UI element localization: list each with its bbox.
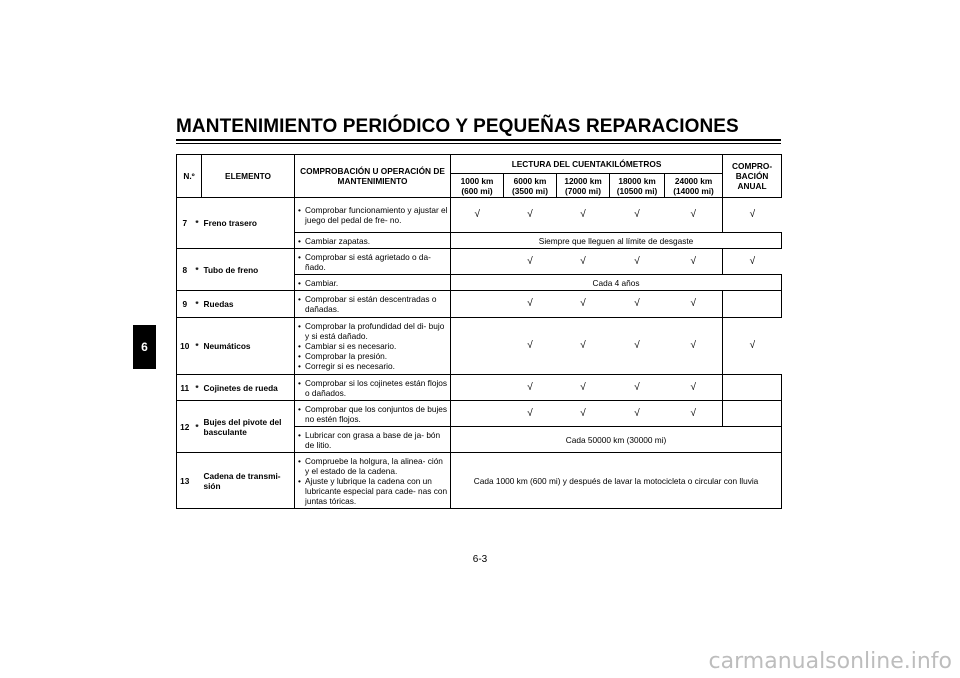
check-mark: √: [723, 249, 782, 275]
check-mark: √: [610, 249, 665, 275]
check-mark: √: [723, 198, 782, 233]
check-mark: √: [557, 401, 610, 427]
row-number: 11: [177, 375, 193, 401]
row-item: Ruedas: [202, 291, 295, 318]
header-item: ELEMENTO: [202, 155, 295, 198]
check-mark: √: [610, 401, 665, 427]
check-mark: √: [665, 198, 723, 233]
row-item: Cadena de transmi- sión: [202, 453, 295, 509]
header-km-4: 18000 km (10500 mi): [610, 174, 665, 198]
row-operation: • Comprobar si está agrietado o da- ñado.: [295, 249, 451, 275]
check-mark: √: [557, 318, 610, 375]
check-mark: √: [665, 375, 723, 401]
check-mark: √: [504, 401, 557, 427]
interval-text: Cada 4 años: [451, 275, 782, 291]
header-odometer: LECTURA DEL CUENTAKILÓMETROS: [451, 155, 723, 174]
check-mark: √: [504, 198, 557, 233]
star-mark: *: [193, 249, 202, 291]
page-title: MANTENIMIENTO PERIÓDICO Y PEQUEÑAS REPARACIONES: [176, 116, 739, 137]
check-mark: √: [557, 198, 610, 233]
section-tab[interactable]: 6: [133, 325, 156, 369]
row-number: 13: [177, 453, 193, 509]
row-operation: • Comprobar si los cojinetes están flojos o dañados.: [295, 375, 451, 401]
star-mark: *: [193, 401, 202, 453]
check-mark: √: [504, 249, 557, 275]
check-mark: √: [504, 291, 557, 318]
row-item: Neumáticos: [202, 318, 295, 375]
check-mark: √: [665, 401, 723, 427]
title-rule: [176, 139, 781, 141]
header-km-2: 6000 km (3500 mi): [504, 174, 557, 198]
table-row: [177, 249, 782, 275]
title-rule-thin: [176, 143, 781, 144]
table-row: [177, 453, 782, 509]
row-operation: • Compruebe la holgura, la alinea- ción y el estado de la cadena. • Ajuste y lubrique la cadena con un lubricante especial para cade- nas con juntas tóricas.: [295, 453, 451, 509]
page-number: 6-3: [472, 554, 488, 565]
row-operation: • Comprobar si están descentradas o dañadas.: [295, 291, 451, 318]
check-mark: √: [610, 318, 665, 375]
table-row: [177, 198, 782, 233]
row-operation: • Comprobar la profundidad del di- bujo y si está dañado. • Cambiar si es necesario. • Comprobar la presión. • Corregir si es necesario.: [295, 318, 451, 375]
row-number: 12: [177, 401, 193, 453]
check-mark: √: [504, 318, 557, 375]
maintenance-table: [176, 154, 782, 509]
header-km-1: 1000 km (600 mi): [451, 174, 504, 198]
row-item: Bujes del pivote del basculante: [202, 401, 295, 453]
check-mark: √: [723, 318, 782, 375]
header-no: N.º: [177, 155, 202, 198]
watermark: carmanualsonline.info: [708, 649, 952, 674]
star-mark: *: [193, 291, 202, 318]
row-operation: • Cambiar.: [295, 275, 451, 291]
check-mark: √: [504, 375, 557, 401]
header-annual: COMPRO- BACIÓN ANUAL: [723, 155, 782, 198]
row-operation: • Lubricar con grasa a base de ja- bón de litio.: [295, 427, 451, 453]
row-operation: • Comprobar funcionamiento y ajustar el juego del pedal de fre- no.: [295, 198, 451, 233]
interval-text: Cada 1000 km (600 mi) y después de lavar la motocicleta o circular con lluvia: [451, 453, 782, 509]
header-km-3: 12000 km (7000 mi): [557, 174, 610, 198]
interval-text: Siempre que lleguen al límite de desgaste: [451, 233, 782, 249]
row-item: Cojinetes de rueda: [202, 375, 295, 401]
interval-text: Cada 50000 km (30000 mi): [451, 427, 782, 453]
star-mark: *: [193, 375, 202, 401]
check-mark: √: [665, 318, 723, 375]
check-mark: √: [665, 291, 723, 318]
table-row: [177, 375, 782, 401]
check-mark: √: [451, 198, 504, 233]
header-check: COMPROBACIÓN U OPERACIÓN DE MANTENIMIENTO: [295, 155, 451, 198]
row-operation: • Cambiar zapatas.: [295, 233, 451, 249]
check-mark: √: [610, 291, 665, 318]
row-number: 7: [177, 198, 193, 249]
star-mark: *: [193, 318, 202, 375]
star-mark: *: [193, 198, 202, 249]
row-number: 10: [177, 318, 193, 375]
check-mark: √: [557, 249, 610, 275]
row-number: 8: [177, 249, 193, 291]
check-mark: √: [557, 291, 610, 318]
header-km-5: 24000 km (14000 mi): [665, 174, 723, 198]
table-row: [177, 401, 782, 427]
check-mark: √: [557, 375, 610, 401]
table-row: [177, 318, 782, 375]
table-row: [177, 291, 782, 318]
check-mark: √: [610, 375, 665, 401]
row-operation: • Comprobar que los conjuntos de bujes no estén flojos.: [295, 401, 451, 427]
row-item: Tubo de freno: [202, 249, 295, 291]
check-mark: √: [665, 249, 723, 275]
check-mark: √: [610, 198, 665, 233]
row-item: Freno trasero: [202, 198, 295, 249]
row-number: 9: [177, 291, 193, 318]
